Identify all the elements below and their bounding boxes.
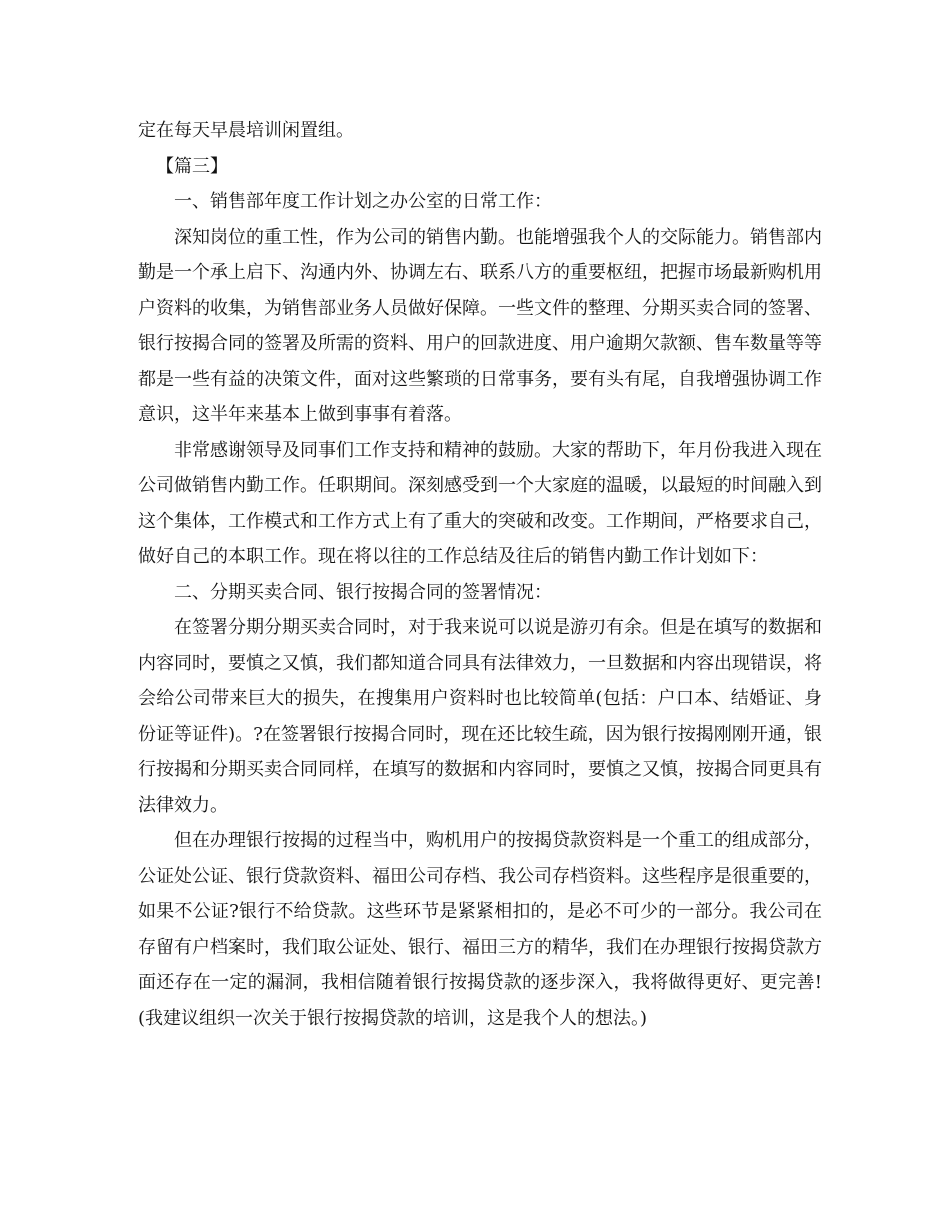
paragraph: 深知岗位的重工性，作为公司的销售内勤。也能增强我个人的交际能力。销售部内勤是一个承上启下、沟通内外、协调左右、联系八方的重要枢纽，把握市场最新购机用户资料的收集，为销售部业务人员做好保障。一些文件的整理、分期买卖合同的签署、银行按揭合同的签署及所需的资料、用户的回款进度、用户逾期欠款额、售车数量等等都是一些有益的决策文件，面对这些繁琐的日常事务，要有头有尾，自我增强协调工作意识，这半年来基本上做到事事有着落。 xyxy=(138,226,822,425)
subheading-contract-signing: 二、分期买卖合同、银行按揭合同的签署情况： xyxy=(174,581,552,603)
document-body xyxy=(138,113,822,1036)
paragraph: 但在办理银行按揭的过程当中，购机用户的按揭贷款资料是一个重工的组成部分，公证处公证、银行贷款资料、福田公司存档、我公司存档资料。这些程序是很重要的，如果不公证?银行不给贷款。这些环节是紧紧相扣的，是必不可少的一部分。我公司在存留有户档案时，我们取公证处、银行、福田三方的精华，我们在办理银行按揭贷款方面还存在一定的漏洞，我相信随着银行按揭贷款的逐步深入，我将做得更好、更完善!(我建议组织一次关于银行按揭贷款的培训，这是我个人的想法。) xyxy=(138,830,822,1029)
section-heading: 【篇三】 xyxy=(156,155,228,177)
paragraph-continuation: 定在每天早晨培训闲置组。 xyxy=(138,120,354,141)
paragraph: 非常感谢领导及同事们工作支持和精神的鼓励。大家的帮助下，年月份我进入现在公司做销售内勤工作。任职期间。深刻感受到一个大家庭的温暖，以最短的时间融入到这个集体，工作模式和工作方式上有了重大的突破和改变。工作期间，严格要求自己，做好自己的本职工作。现在将以往的工作总结及往后的销售内勤工作计划如下： xyxy=(138,439,822,567)
subheading-office-daily-work: 一、销售部年度工作计划之办公室的日常工作： xyxy=(174,191,552,212)
paragraph: 在签署分期分期买卖合同时，对于我来说可以说是游刃有余。但是在填写的数据和内容同时，要慎之又慎，我们都知道合同具有法律效力，一旦数据和内容出现错误，将会给公司带来巨大的损失，在搜集用户资料时也比较简单(包括：户口本、结婚证、身份证等证件)。?在签署银行按揭合同时，现在还比较生疏，因为银行按揭刚刚开通，银行按揭和分期买卖合同同样，在填写的数据和内容同时，要慎之又慎，按揭合同更具有法律效力。 xyxy=(138,617,822,816)
